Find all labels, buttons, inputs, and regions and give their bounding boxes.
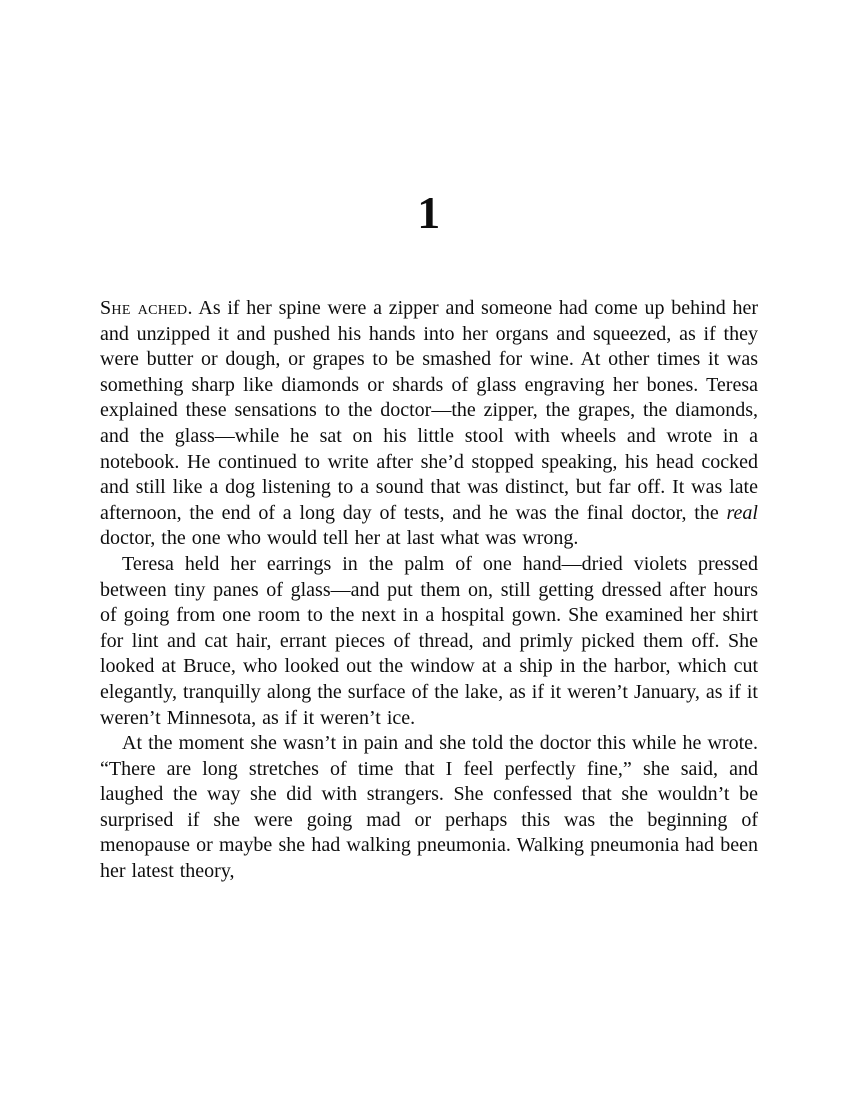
text-segment-italic: real — [726, 501, 758, 524]
text-segment-normal: As if her spine were a zipper and someone had come up behind her and unzipped it and pushed his hands into her organs and squeezed, as if they were butter or dough, or grapes to be smashed for wine. At other times it was something sharp like diamonds or shards of glass engraving her bones. Teresa explained these sensations to the doctor—the zipper, the grapes, the diamonds, and the glass—while he sat on his little stool with wheels and wrote in a notebook. He continued to write after she’d stopped speaking, his head cocked and still like a dog listening to a sound that was distinct, but far off. It was late afternoon, the end of a long day of tests, and he was the final doctor, the — [100, 297, 758, 524]
page-text — [100, 296, 758, 885]
text-segment-smallcaps: She ached. — [100, 297, 193, 319]
text-segment-normal: Teresa held her earrings in the palm of one hand—dried violets pressed between tiny panes of glass—and put them on, still getting dressed after hours of going from one room to the next in a hospital gown. She examined her shirt for lint and cat hair, errant pieces of thread, and primly picked them off. She looked at Bruce, who looked out the window at a ship in the harbor, which cut elegantly, tranquilly along the surface of the lake, as if it weren’t January, as if it weren’t Minnesota, as if it weren’t ice. — [100, 552, 758, 729]
paragraph — [100, 296, 758, 552]
chapter-number: 1 — [417, 187, 441, 238]
text-column — [100, 0, 758, 885]
paragraph — [100, 731, 758, 885]
paragraph — [100, 552, 758, 731]
text-segment-normal: At the moment she wasn’t in pain and she told the doctor this while he wrote. “There are long stretches of time that I feel perfectly fine,” she said, and laughed the way she did with strangers. She confessed that she wouldn’t be surprised if she were going mad or perhaps this was the beginning of menopause or maybe she had walking pneumonia. Walking pneumonia had been her latest theory, — [100, 732, 758, 883]
text-segment-normal: doctor, the one who would tell her at last what was wrong. — [100, 527, 579, 550]
